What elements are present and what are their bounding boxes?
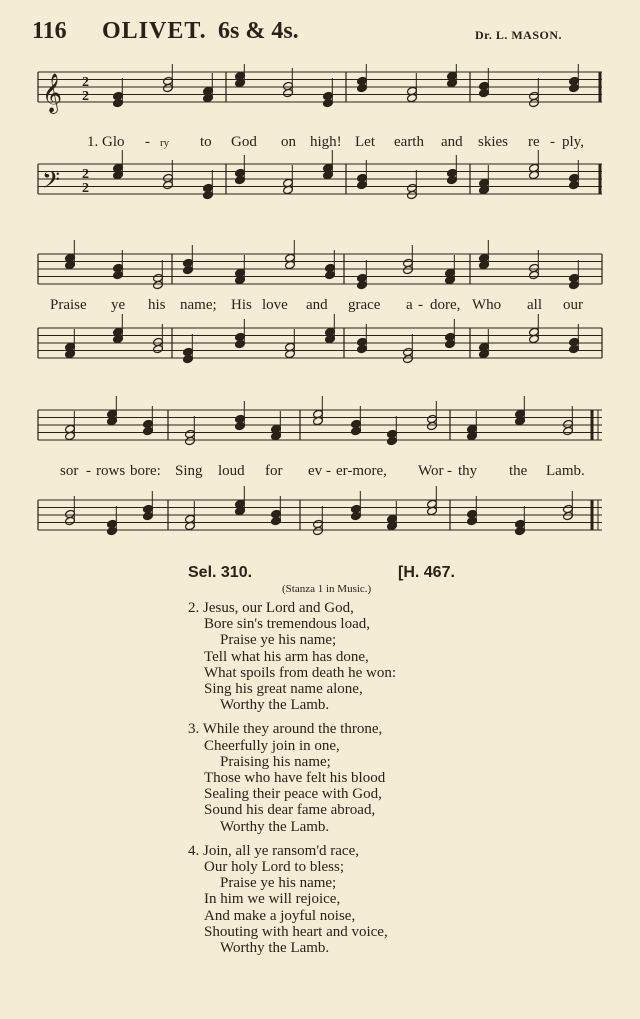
- verse-line: Those who have felt his blood: [204, 770, 386, 787]
- verse-line: 2. Jesus, our Lord and God,: [188, 600, 354, 616]
- lyrics-line-1: [0, 134, 640, 154]
- lyric-syllable: re: [528, 134, 540, 150]
- lyric-syllable: -: [550, 134, 555, 150]
- verse-line: What spoils from death he won:: [204, 664, 397, 681]
- verse-line: Worthy the Lamb.: [220, 697, 330, 714]
- tune-meter: 6s & 4s.: [218, 18, 299, 44]
- lyric-syllable: all: [527, 297, 542, 313]
- lyric-syllable: on: [281, 134, 296, 150]
- verse-line: Our holy Lord to bless;: [204, 859, 344, 876]
- verse-line: Praising his name;: [220, 753, 331, 770]
- lyric-syllable: our: [563, 297, 583, 313]
- lyric-syllable: and: [306, 297, 328, 313]
- verse-line: Shouting with heart and voice,: [204, 923, 388, 940]
- verse-line: Sing his great name alone,: [204, 681, 363, 698]
- verse-line: Praise ye his name;: [220, 632, 337, 649]
- lyric-syllable: name;: [180, 297, 217, 313]
- verse-line: In him we will rejoice,: [204, 891, 341, 908]
- verse-line: Tell what his arm has done,: [204, 648, 369, 665]
- lyric-syllable: Who: [472, 297, 502, 313]
- composer: Dr. L. MASON.: [474, 28, 562, 42]
- lyric-syllable: rows: [96, 463, 126, 479]
- lyric-syllable: God: [231, 134, 257, 150]
- verses: [188, 600, 488, 964]
- lyric-syllable: -: [326, 463, 331, 479]
- lyric-syllable: ye: [111, 297, 126, 313]
- verse-2: [188, 600, 488, 713]
- lyric-syllable: 1. Glo: [87, 134, 125, 150]
- lyric-syllable: grace: [348, 297, 381, 313]
- lyric-syllable: dore,: [430, 297, 461, 313]
- verse-line: Sealing their peace with God,: [204, 786, 382, 803]
- lyric-syllable: Let: [355, 134, 375, 150]
- bass-clef-icon: 𝄢: [42, 166, 61, 199]
- lyric-syllable: skies: [478, 134, 508, 150]
- lyric-syllable: Sing: [175, 463, 203, 479]
- treble-clef-icon: 𝄞: [42, 73, 63, 113]
- time-signature-bottom: 2: [82, 89, 89, 104]
- lyric-syllable: to: [200, 134, 212, 150]
- lyric-syllable: Praise: [50, 297, 87, 313]
- lyric-syllable: er-more,: [336, 463, 387, 479]
- lyric-syllable: -: [447, 463, 452, 479]
- lyric-syllable: ry: [160, 137, 170, 149]
- music-system-3: [0, 392, 640, 552]
- lyric-syllable: Lamb.: [546, 463, 585, 479]
- verse-line: Bore sin's tremendous load,: [204, 616, 371, 633]
- lyrics-line-3: [0, 463, 640, 483]
- verse-line: Worthy the Lamb.: [220, 818, 330, 835]
- verse-line: Cheerfully join in one,: [204, 737, 340, 754]
- lyric-syllable: a: [406, 297, 413, 313]
- lyric-syllable: bore:: [130, 463, 161, 479]
- verse-line: 4. Join, all ye ransom'd race,: [188, 842, 359, 859]
- verse-4: [188, 843, 488, 956]
- verse-line: Praise ye his name;: [220, 875, 337, 892]
- time-signature-top: 2: [82, 75, 89, 90]
- page-header: [32, 18, 562, 48]
- lyric-syllable: thy: [458, 463, 478, 479]
- lyrics-line-2: [0, 297, 640, 317]
- lyric-syllable: -: [86, 463, 91, 479]
- lyric-syllable: the: [509, 463, 528, 479]
- stanza-note: (Stanza 1 in Music.): [282, 583, 372, 595]
- verse-line: 3. While they around the throne,: [188, 721, 383, 738]
- lyric-syllable: ev: [308, 463, 323, 479]
- music-system-2: [0, 240, 640, 372]
- lyric-syllable: Wor: [418, 463, 444, 479]
- tune-title: OLIVET.: [102, 18, 207, 44]
- lyric-syllable: love: [262, 297, 288, 313]
- time-signature-top: 2: [82, 167, 89, 182]
- page-number: 116: [32, 18, 67, 44]
- selection-number: Sel. 310.: [188, 564, 253, 581]
- hymnal-reference: [H. 467.: [398, 564, 455, 581]
- lyric-syllable: ply,: [562, 134, 584, 150]
- verse-line: Sound his dear fame abroad,: [204, 802, 376, 819]
- lyric-syllable: sor: [60, 463, 79, 479]
- lyric-syllable: and: [441, 134, 463, 150]
- lyric-syllable: His: [231, 297, 252, 313]
- lyric-syllable: earth: [394, 134, 424, 150]
- verse-line: And make a joyful noise,: [204, 907, 356, 924]
- lyric-syllable: for: [265, 463, 283, 479]
- verse-3: [188, 721, 488, 834]
- lyric-syllable: -: [145, 134, 150, 150]
- time-signature-bottom: 2: [82, 181, 89, 196]
- lyric-syllable: loud: [218, 463, 245, 479]
- lyric-syllable: high!: [310, 134, 342, 150]
- verse-line: Worthy the Lamb.: [220, 940, 330, 957]
- music-system-1: [0, 64, 640, 214]
- lyric-syllable: -: [418, 297, 423, 313]
- lyric-syllable: his: [148, 297, 166, 313]
